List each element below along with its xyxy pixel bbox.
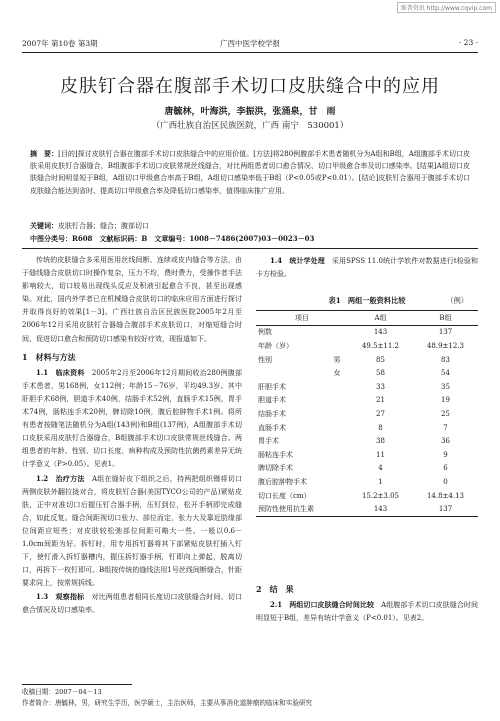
row-sublabel [326, 502, 348, 516]
cell-a: 8 [378, 423, 383, 432]
table-row [256, 394, 478, 408]
keywords-label: 关键词： [30, 221, 58, 230]
cell-a: 27 [376, 409, 385, 418]
cell-b: 83 [441, 355, 450, 364]
cell-b: 137 [438, 328, 453, 337]
abstract [30, 148, 470, 197]
cell-a: 143 [348, 502, 413, 516]
row-sublabel [326, 380, 348, 394]
left-column [22, 254, 242, 618]
results-paragraph [256, 598, 478, 625]
row-label: 结肠手术 [258, 409, 286, 418]
table-row [256, 502, 478, 516]
row-label: 例数 [258, 328, 272, 337]
journal-issue: 2007年 第10卷 第3期 [22, 39, 98, 48]
row-label: 胆道手术 [258, 396, 286, 405]
paragraph-text: 对比两组患者相同长度切口皮肤缝合时间、切口愈合情况及切口感染率。 [22, 593, 243, 615]
table-row [256, 380, 478, 394]
observation-paragraph [22, 590, 242, 617]
page-number: · 23 · [458, 38, 478, 47]
paragraph-text: 2005年2月至2006年12月期间收治280例腹部手术患者，男168例，女112例；年龄15－76岁，平均49.3岁。其中肝胆手术68例，胆道手术40例，结肠手术52例，直肠手术15例，胃手术74例，肠粘连手术20例，脾切除10例，腹后腔肿物手术1例。将所有患者按随笔法随机分为A组(143例)和B组(137例)，A组腹部手术切口皮肤采用皮肤钉合器缝合，B组腹部手术切口皮肤常规丝线缝合。两组患者的年龄、性别、切口长度、病种构成及预防性抗菌药素差异无统计学意义（P>0.05）。见表1。 [22, 368, 243, 469]
subsection-heading: 1.1 临床资料 [36, 367, 85, 377]
section-heading-methods: 1 材料与方法 [22, 351, 76, 362]
row-label [256, 366, 326, 380]
paper-title: 皮肤钉合器在腹部手术切口皮肤缝合中的应用 [60, 76, 440, 97]
cell-a: 1 [378, 477, 383, 486]
paragraph-text: A组腹部手术切口皮肤缝合时间明显短于B组，差异有统计学意义（P<0.01）。见表2。 [256, 601, 478, 623]
row-sublabel: 男 [333, 355, 341, 364]
row-sublabel [326, 434, 348, 448]
footnote [22, 687, 478, 709]
cell-b: 14.8±4.13 [426, 491, 465, 500]
footnote-rule [22, 684, 132, 685]
row-label: 肠粘连手术 [258, 450, 293, 459]
header-rule [22, 52, 478, 53]
table-caption [256, 296, 478, 306]
table-row [256, 353, 478, 367]
row-label: 肝胆手术 [258, 382, 286, 391]
cell-a: 38 [376, 437, 385, 446]
row-sublabel [326, 462, 348, 476]
cell-a: 58 [376, 369, 385, 378]
abstract-label: 摘 要： [30, 149, 59, 158]
subsection-heading: 1.4 统计学处理 [270, 256, 325, 265]
table-row [256, 407, 478, 421]
cell-a: 143 [373, 328, 388, 337]
cell-b: 54 [441, 369, 450, 378]
journal-name: 广西中医学校学报 [220, 39, 280, 48]
row-label: 切口长度（cm） [258, 491, 311, 500]
table-header-cell: B组 [413, 311, 478, 326]
cell-b: 137 [413, 502, 478, 516]
cell-b: 6 [443, 464, 448, 473]
running-header [22, 38, 478, 50]
row-sublabel [326, 339, 348, 353]
cell-a: 49.5±11.2 [361, 341, 400, 350]
table-row [256, 489, 478, 503]
keywords [30, 221, 470, 231]
cell-b: 25 [441, 409, 450, 418]
stats-paragraph [256, 254, 478, 281]
intro-paragraph: 传统的皮肤缝合多采用医用丝线间断、连续或皮内缝合等方法，由于缝线缝合皮肤切口时操作复杂，压力不均，费时费力，受操作者手法影响较大，切口较易出现线头反应及积液引起愈合不良，甚至出现感染。对此，国内外学者已在机械缝合皮肤切口的临床应用方面进行探讨并取得良好的效果[1－3]。广西壮族自治区民族医院2005年2月至2006年12月采用皮肤钉合器缝合腹部手术皮肤切口，对缩短缝合时间、促进切口愈合和预防切口感染有较好疗效，现报道如下。 [22, 256, 242, 343]
row-label: 胃手术 [258, 437, 279, 446]
table-row [256, 434, 478, 448]
row-label: 腹后腔肿物手术 [258, 477, 307, 486]
table-row [256, 421, 478, 435]
row-label: 预防性使用抗生素 [256, 502, 326, 516]
row-sublabel [326, 407, 348, 421]
cell-b: 19 [441, 396, 450, 405]
cell-b: 35 [441, 382, 450, 391]
keywords-text: 皮肤钉合器；缝合；腹部切口 [58, 222, 149, 230]
cell-a: 15.2±3.05 [361, 491, 400, 500]
cell-a: 11 [376, 450, 385, 459]
table-row [256, 462, 478, 476]
cell-a: 21 [376, 396, 385, 405]
clinical-data-paragraph [22, 366, 242, 472]
subsection-heading: 1.2 治疗方法 [36, 473, 85, 483]
classification: 中图分类号：R608 文献标识码：B 文章编号：1008－7486(2007)03－0023－03 [30, 234, 315, 243]
table-caption-text: 表1 两组一般资料比较 [328, 296, 406, 305]
table-unit: （例） [446, 296, 468, 305]
table-header-cell: 项目 [256, 311, 348, 326]
subsection-heading: 1.3 观察指标 [36, 592, 85, 602]
table-row [256, 366, 478, 380]
table-row [256, 325, 478, 339]
row-label: 脾切除手术 [258, 464, 293, 473]
row-sublabel [326, 448, 348, 462]
cell-a: 85 [376, 355, 385, 364]
section-heading-results: 2 结 果 [256, 584, 294, 594]
subsection-heading: 2.1 两组切口皮肤缝合时间比较 [270, 600, 375, 610]
cell-a: 33 [376, 382, 385, 391]
author-bio: 作者简介：唐毓林，男，研究生学历，医学硕士，主治医师，主要从事消化道肿瘤的临床和实验研究 [22, 699, 313, 707]
treatment-paragraph [22, 472, 242, 591]
results-section [256, 578, 478, 625]
watermark: 维普资讯 http://www.cqvip.com [397, 2, 496, 13]
table-row [256, 339, 478, 353]
cell-b: 9 [443, 450, 448, 459]
abstract-rule [22, 248, 478, 249]
row-sublabel [326, 394, 348, 408]
author-list: 唐毓林，叶海洪，李振洪，张涌泉，甘 雨 [164, 107, 336, 117]
row-label: 年龄（岁） [258, 341, 293, 350]
cell-b: 0 [443, 477, 448, 486]
received-date: 收稿日期：2007－04－13 [22, 688, 102, 696]
table-row [256, 475, 478, 489]
table-row [256, 448, 478, 462]
cell-a: 4 [378, 464, 383, 473]
cell-b: 36 [441, 437, 450, 446]
paragraph-text: A组在缝好皮下组织之后，持两把组织镊将切口两侧皮肤外翻拉拢对合，将皮肤钉合器(美国TYCO公司的产品)紧贴皮肤，正中对准切口后握压钉合器手柄，压钉到位，松开手柄即完成缝合，如此反复。缝合间距视切口张力、部位而定，张力大及靠近肋缘部位间距应短些；对皮肤较松弛部位间距可略大一些。一般以0.6－1.0cm间距为好。拆钉时，用专用拆钉器将其下部紧贴皮肤钉插入钉下，使钉滑入拆钉器槽内，握压拆钉器手柄，钉即向上弹起，脱离切口，再拆下一枚钉即可。B组按传统的缝线法用1号丝线间断缝合，针距要求同上，按常规拆线。 [22, 474, 242, 588]
table-header-row [256, 311, 478, 326]
cell-b: 7 [443, 423, 448, 432]
row-sublabel [326, 325, 348, 339]
row-label: 直肠手术 [258, 423, 286, 432]
affiliation: （广西壮族自治区民族医院，广西 南宁 530001） [151, 121, 349, 131]
baseline-table [256, 310, 478, 517]
table-header-cell: A组 [348, 311, 413, 326]
row-label: 性别 [258, 355, 272, 364]
row-sublabel [326, 421, 348, 435]
row-sublabel [326, 489, 348, 503]
row-sublabel: 女 [333, 369, 341, 378]
row-sublabel [326, 475, 348, 489]
abstract-text: [目的]探讨皮肤钉合器在腹部手术切口皮肤缝合中的应用价值。[方法]将280例腹部手术患者随机分为A组和B组，A组腹部手术切口皮肤采用皮肤钉合器缝合，B组腹部手术切口皮肤常规丝线缝合，对比两组患者切口愈合情况、切口甲级愈合率及切口感染率。[结果]A组切口皮肤缝合时间明显短于B组，A组切口甲级愈合率高于B组，A组切口感染率低于B组（P<0.05或P<0.01）。[结论]皮肤钉合器用于腹部手术切口皮肤缝合能达到省时、提高切口甲级愈合率及降低切口感染率，值得临床推广应用。 [30, 150, 470, 195]
paragraph-text: 采用SPSS 11.0统计学软件对数据进行t检验和卡方检验。 [256, 257, 478, 279]
cell-b: 48.9±12.3 [426, 341, 465, 350]
